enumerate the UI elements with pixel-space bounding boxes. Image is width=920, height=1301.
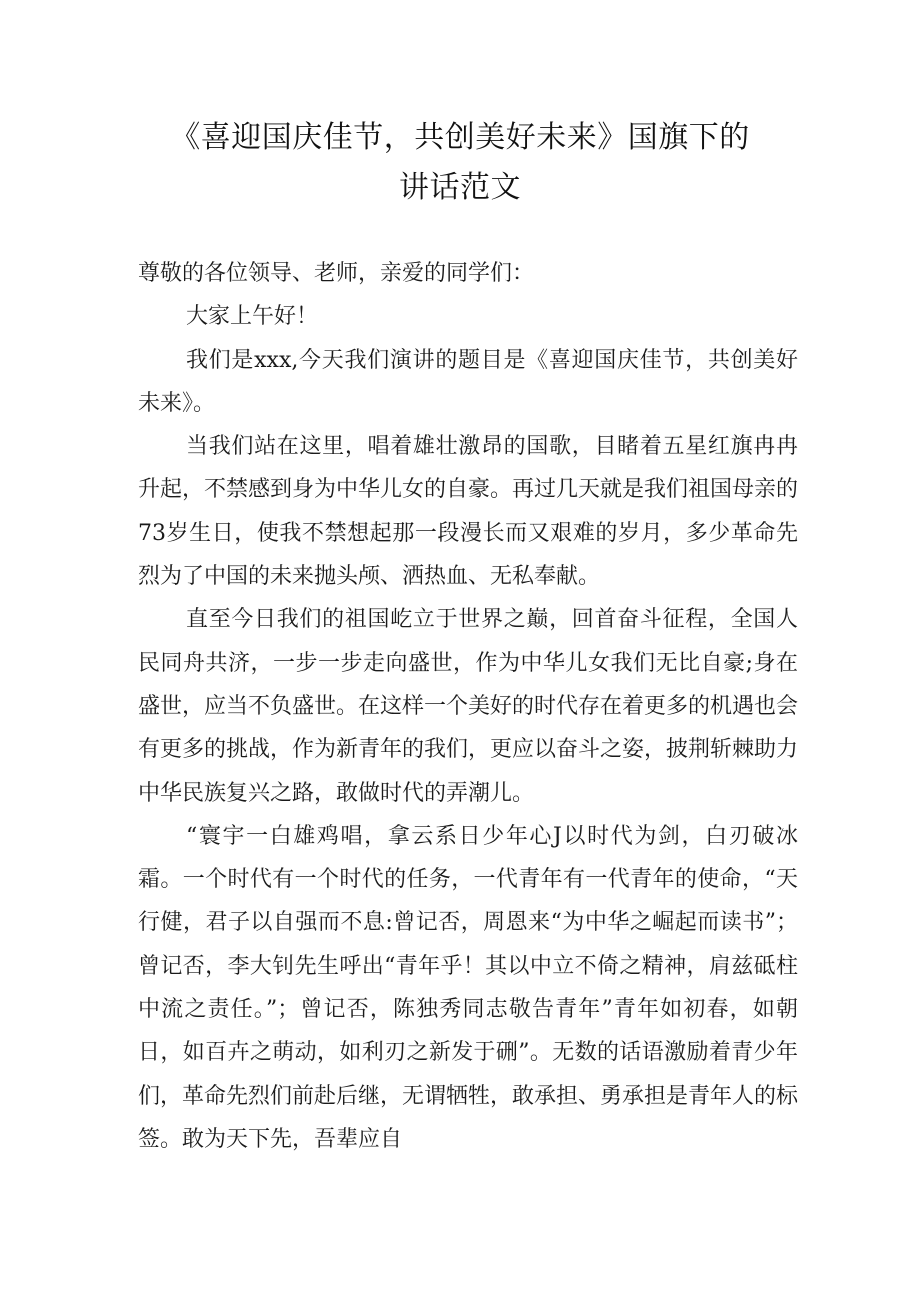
document-title-line-2: 讲话范文 bbox=[399, 170, 521, 205]
paragraph-flag-raising: 当我们站在这里，唱着雄壮激昂的国歌，目睹着五星红旗冉冉升起，不禁感到身为中华儿女的自豪。再过几天就是我们祖国母亲的73岁生日，使我不禁想起那一段漫长而又艰难的岁月，多少革命先烈为了中国的未来抛头颅、洒热血、无私奉献。 bbox=[138, 434, 799, 590]
salutation: 尊敬的各位领导、老师，亲爱的同学们： bbox=[138, 261, 535, 286]
greeting: 大家上午好！ bbox=[186, 304, 319, 330]
paragraph-intro: 我们是xxx,今天我们演讲的题目是《喜迎国庆佳节，共创美好未来》。 bbox=[138, 347, 798, 416]
document-body bbox=[138, 252, 798, 1161]
document-title-line-1: 《喜迎国庆佳节，共创美好未来》国旗下的 bbox=[170, 120, 750, 155]
paragraph-prosperity: 直至今日我们的祖国屹立于世界之巅，回首奋斗征程，全国人民同舟共济，一步一步走向盛世，作为中华儿女我们无比自豪;身在盛世，应当不负盛世。在这样一个美好的时代存在着更多的机遇也会有更多的挑战，作为新青年的我们，更应以奋斗之姿，披荆斩棘助力中华民族复兴之路，敢做时代的弄潮儿。 bbox=[138, 607, 799, 806]
paragraph-youth-mission: “寰宇一白雄鸡唱，拿云系日少年心J以时代为剑，白刃破冰霜。一个时代有一个时代的任务，一代青年有一代青年的使命，“天行健，君子以自强而不息:曾记否，周恩来“为中华之崛起而读书”；曾记否，李大钊先生呼出“青年乎！其以中立不倚之精神，肩兹砥柱中流之责任。”；曾记否，陈独秀同志敬告青年”青年如初春，如朝日，如百卉之萌动，如利刃之新发于硎”。无数的话语激励着青少年们，革命先烈们前赴后继，无谓牺牲，敢承担、勇承担是青年人的标签。敢为天下先，吾辈应自 bbox=[138, 823, 799, 1152]
